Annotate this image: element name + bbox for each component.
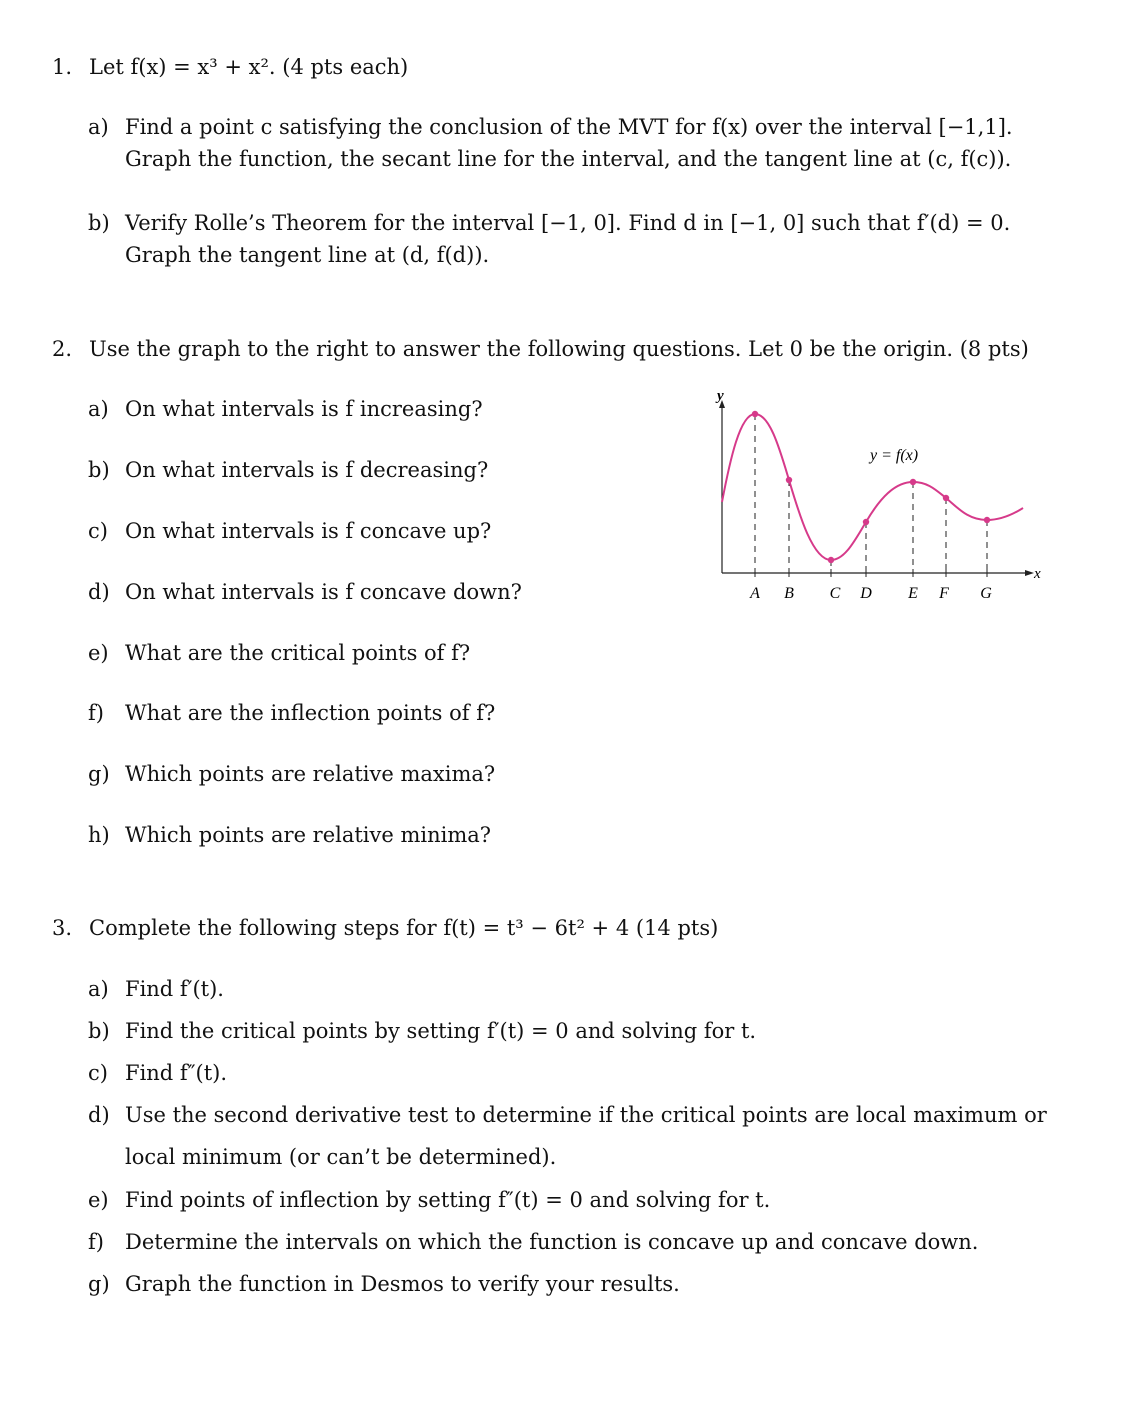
label-e: E bbox=[908, 585, 918, 602]
q2-item-text: On what intervals is f concave up? bbox=[125, 519, 492, 543]
q1a-text-line2: Graph the function, the secant line for the interval, and the tangent line at (c, f(c)). bbox=[125, 147, 1012, 171]
x-axis-arrow bbox=[1025, 570, 1034, 576]
label-b: B bbox=[784, 585, 794, 602]
q2-item-text: What are the critical points of f? bbox=[125, 641, 471, 665]
q3-number: 3. bbox=[52, 916, 73, 940]
point-f bbox=[943, 495, 949, 501]
q2-item-label: e) bbox=[88, 641, 109, 665]
q2-item-label: g) bbox=[88, 762, 110, 786]
q2-number: 2. bbox=[52, 337, 73, 361]
q2-item-text: On what intervals is f concave down? bbox=[125, 580, 522, 604]
q3-item-text: Determine the intervals on which the function is concave up and concave down. bbox=[125, 1230, 979, 1254]
q3-item-label: b) bbox=[88, 1019, 110, 1043]
curve-label: y = f(x) bbox=[870, 447, 919, 464]
q1-text: Let f(x) = x³ + x². (4 pts each) bbox=[89, 55, 409, 79]
q3-text: Complete the following steps for f(t) = t³ − 6t² + 4 (14 pts) bbox=[89, 916, 719, 940]
point-d bbox=[863, 519, 869, 525]
q2-item-label: c) bbox=[88, 519, 108, 543]
q3-item-text: local minimum (or can’t be determined). bbox=[125, 1145, 557, 1169]
label-a: A bbox=[750, 585, 760, 602]
label-d: D bbox=[860, 585, 872, 602]
q2-item-label: h) bbox=[88, 823, 110, 847]
q3-item-label: d) bbox=[88, 1103, 110, 1127]
q2-item-label: b) bbox=[88, 458, 110, 482]
q2-text: Use the graph to the right to answer the following questions. Let 0 be the origin. (8 pts) bbox=[89, 337, 1029, 361]
point-g bbox=[984, 517, 990, 523]
q1-number: 1. bbox=[52, 55, 73, 79]
point-b bbox=[786, 477, 792, 483]
q2-item-text: What are the inflection points of f? bbox=[125, 701, 496, 725]
q3-item-label: g) bbox=[88, 1272, 110, 1296]
q1b-text-line2: Graph the tangent line at (d, f(d)). bbox=[125, 243, 490, 267]
q3-item-text: Graph the function in Desmos to verify your results. bbox=[125, 1272, 680, 1296]
q3-item-label: c) bbox=[88, 1061, 108, 1085]
point-c bbox=[828, 557, 834, 563]
q3-item-label: e) bbox=[88, 1188, 109, 1212]
label-f: F bbox=[939, 585, 949, 602]
q1a-label: a) bbox=[88, 115, 109, 139]
q2-item-label: f) bbox=[88, 701, 104, 725]
label-g: G bbox=[980, 585, 992, 602]
q1b-text-line1: Verify Rolle’s Theorem for the interval [−1, 0]. Find d in [−1, 0] such that f′(d) = 0. bbox=[125, 211, 1011, 235]
q2-item-text: Which points are relative minima? bbox=[125, 823, 492, 847]
q3-item-text: Find f″(t). bbox=[125, 1061, 228, 1085]
function-graph bbox=[700, 380, 1050, 620]
x-axis-label: x bbox=[1034, 566, 1041, 582]
q3-item-label: f) bbox=[88, 1230, 104, 1254]
q1b-label: b) bbox=[88, 211, 110, 235]
q3-item-text: Find the critical points by setting f′(t) = 0 and solving for t. bbox=[125, 1019, 757, 1043]
q1a-text-line1: Find a point c satisfying the conclusion of the MVT for f(x) over the interval [−1,1]. bbox=[125, 115, 1013, 139]
q3-item-text: Use the second derivative test to determine if the critical points are local maximum or bbox=[125, 1103, 1047, 1127]
y-axis-label: y bbox=[717, 388, 724, 404]
q2-item-text: On what intervals is f increasing? bbox=[125, 397, 483, 421]
curve-points bbox=[752, 411, 990, 563]
q2-item-text: On what intervals is f decreasing? bbox=[125, 458, 489, 482]
q2-item-label: d) bbox=[88, 580, 110, 604]
q3-item-label: a) bbox=[88, 977, 109, 1001]
label-c: C bbox=[829, 585, 841, 602]
function-curve bbox=[722, 414, 1023, 560]
q2-item-text: Which points are relative maxima? bbox=[125, 762, 496, 786]
q3-item-text: Find points of inflection by setting f″(t) = 0 and solving for t. bbox=[125, 1188, 771, 1212]
point-e bbox=[910, 479, 916, 485]
point-a bbox=[752, 411, 758, 417]
q2-item-label: a) bbox=[88, 397, 109, 421]
q3-item-text: Find f′(t). bbox=[125, 977, 224, 1001]
